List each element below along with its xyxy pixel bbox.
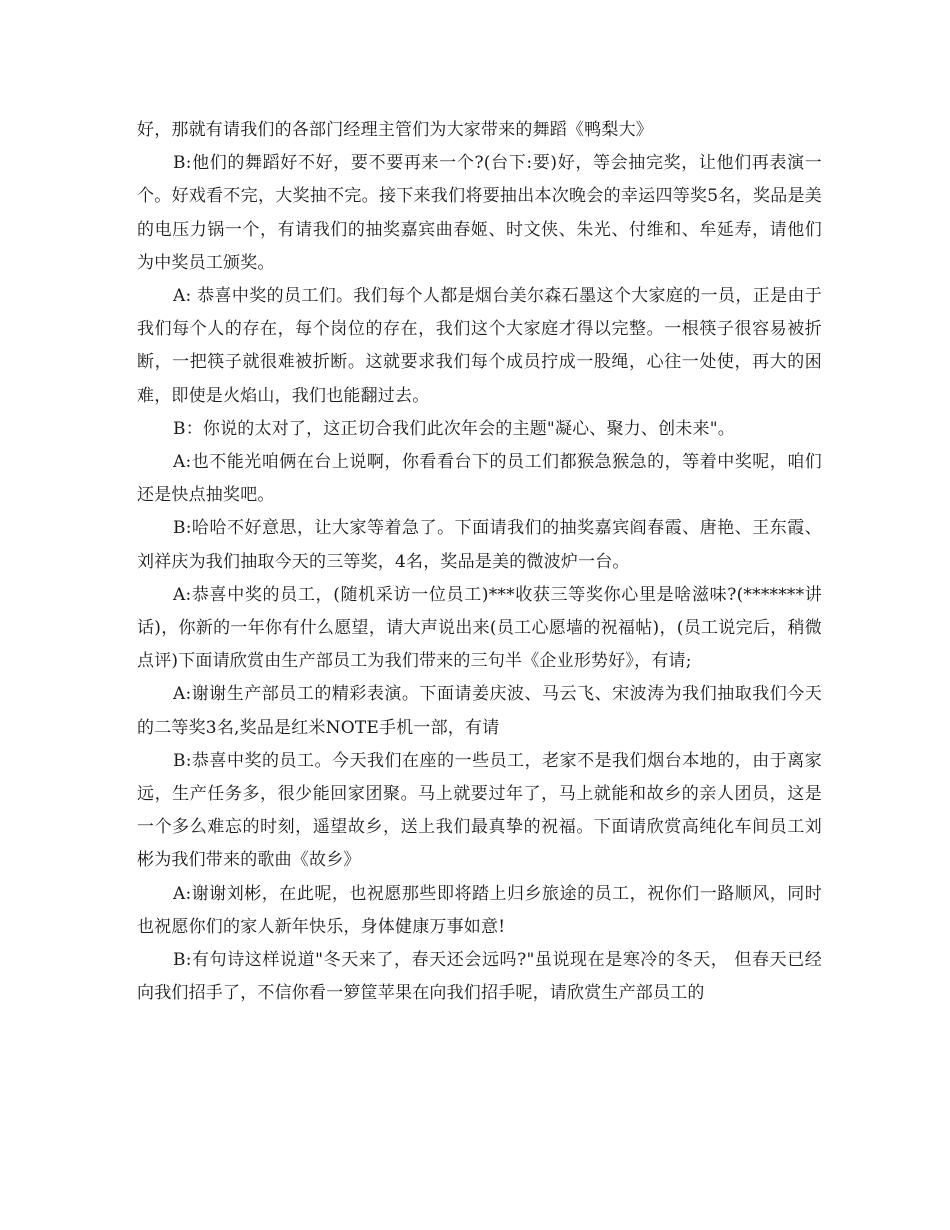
paragraph-9: B:恭喜中奖的员工。今天我们在座的一些员工，老家不是我们烟台本地的，由于离家远，生产任务多，很少能回家团聚。马上就要过年了，马上就能和故乡的亲人团员，这是一个多么难忘的时刻，遥望故乡，送上我们最真挚的祝福。下面请欣赏高纯化车间员工刘彬为我们带来的歌曲《故乡》	[137, 750, 822, 871]
paragraph-5: A:也不能光咱俩在台上说啊，你看看台下的员工们都猴急猴急的，等着中奖呢，咱们还是快点抽奖吧。	[137, 452, 822, 506]
paragraph-3: A: 恭喜中奖的员工们。我们每个人都是烟台美尔森石墨这个大家庭的一员，正是由于我们每个人的存在，每个岗位的存在，我们这个大家庭才得以完整。一根筷子很容易被折断，一把筷子就很难被折断。这就要求我们每个成员拧成一股绳，心往一处使，再大的困难，即使是火焰山，我们也能翻过去。	[137, 286, 822, 406]
document-body	[137, 114, 822, 1010]
paragraph-10: A:谢谢刘彬，在此呢，也祝愿那些即将踏上归乡旅途的员工，祝你们一路顺风，同时也祝愿你们的家人新年快乐，身体健康万事如意!	[137, 883, 822, 937]
paragraph-2: B:他们的舞蹈好不好，要不要再来一个?(台下:要)好，等会抽完奖，让他们再表演一个。好戏看不完，大奖抽不完。接下来我们将要抽出本次晚会的幸运四等奖5名，奖品是美的电压力锅一个，有请我们的抽奖嘉宾曲春姬、时文侠、朱光、付维和、牟延寿，请他们为中奖员工颁奖。	[137, 153, 822, 273]
paragraph-1: 好，那就有请我们的各部门经理主管们为大家带来的舞蹈《鸭梨大》	[137, 120, 653, 140]
paragraph-8: A:谢谢生产部员工的精彩表演。下面请姜庆波、马云飞、宋波涛为我们抽取我们今天的二等奖3名,奖品是红米NOTE手机一部，有请	[137, 684, 822, 738]
paragraph-6: B:哈哈不好意思，让大家等着急了。下面请我们的抽奖嘉宾阎春霞、唐艳、王东霞、刘祥庆为我们抽取今天的三等奖，4名，奖品是美的微波炉一台。	[137, 518, 822, 572]
paragraph-4: B：你说的太对了，这正切合我们此次年会的主题"凝心、聚力、创未来"。	[173, 418, 735, 439]
paragraph-11: B:有句诗这样说道"冬天来了，春天还会远吗?"虽说现在是寒冷的冬天， 但春天已经向我们招手了，不信你看一箩筐苹果在向我们招手呢，请欣赏生产部员工的	[137, 950, 822, 1004]
paragraph-7: A:恭喜中奖的员工，(随机采访一位员工)***收获三等奖你心里是啥滋味?(*******讲话)，你新的一年你有什么愿望，请大声说出来(员工心愿墙的祝福帖)，(员工说完后，稍微点评)下面请欣赏由生产部员工为我们带来的三句半《企业形势好》，有请;	[137, 584, 822, 672]
